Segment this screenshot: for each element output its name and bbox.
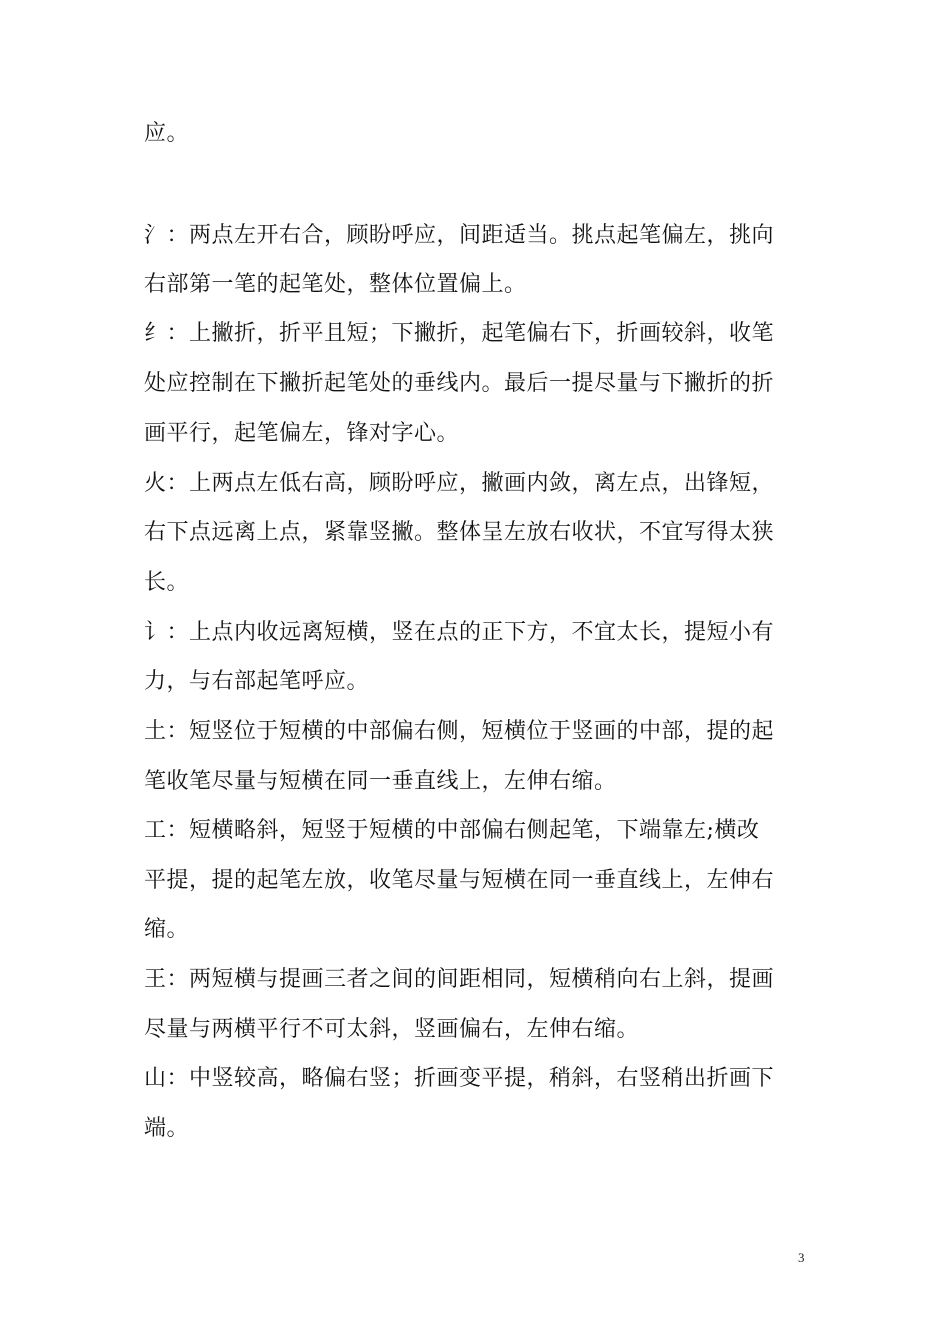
- text-line: 长。: [144, 570, 190, 595]
- text-line: 王：两短横与提画三者之间的间距相同，短横稍向右上斜，提画: [144, 967, 775, 992]
- text-line: 尽量与两横平行不可太斜，竖画偏右，左伸右缩。: [144, 1017, 640, 1042]
- text-line: 工：短横略斜，短竖于短横的中部偏右侧起笔，下端靠左;横改: [144, 818, 760, 843]
- text-line: 火：上两点左低右高，顾盼呼应，撇画内敛，离左点，出锋短，: [144, 471, 775, 496]
- page-number: 3: [798, 1250, 805, 1265]
- text-line: 力，与右部起笔呼应。: [144, 669, 370, 694]
- text-line: 应。: [144, 121, 190, 146]
- text-line: 右下点远离上点，紧靠竖撇。整体呈左放右收状，不宜写得太狭: [144, 520, 775, 545]
- text-line: 缩。: [144, 917, 190, 942]
- text-line: 山：中竖较高，略偏右竖；折画变平提，稍斜，右竖稍出折画下: [144, 1066, 775, 1091]
- text-line: 平提，提的起笔左放，收笔尽量与短横在同一垂直线上，左伸右: [144, 868, 775, 893]
- text-line: 笔收笔尽量与短横在同一垂直线上，左伸右缩。: [144, 769, 617, 794]
- text-line: 纟：上撇折，折平且短；下撇折，起笔偏右下，折画较斜，收笔: [144, 321, 775, 346]
- text-line: 处应控制在下撇折起笔处的垂线内。最后一提尽量与下撇折的折: [144, 371, 775, 396]
- text-line: 画平行，起笔偏左，锋对字心。: [144, 421, 460, 446]
- text-line: 氵：两点左开右合，顾盼呼应，间距适当。挑点起笔偏左，挑向: [144, 223, 775, 248]
- text-line: 讠：上点内收远离短横，竖在点的正下方，不宜太长，提短小有: [144, 620, 775, 645]
- text-line: 端。: [144, 1116, 190, 1141]
- text-line: 土：短竖位于短横的中部偏右侧，短横位于竖画的中部，提的起: [144, 719, 775, 744]
- text-line: 右部第一笔的起笔处，整体位置偏上。: [144, 272, 527, 297]
